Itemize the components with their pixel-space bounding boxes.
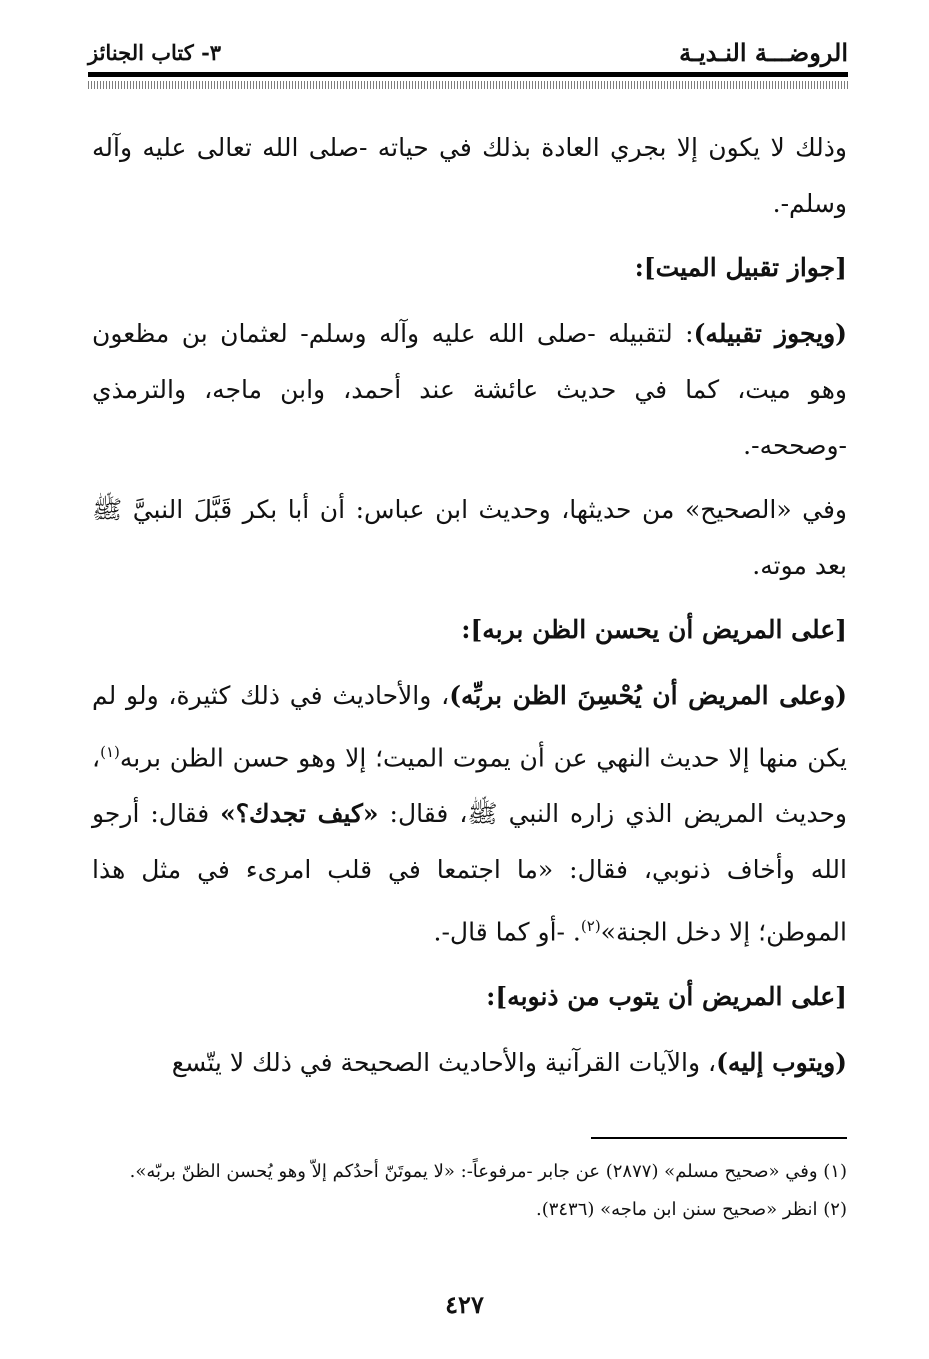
header-rule	[88, 72, 848, 77]
footnote-separator	[591, 1137, 847, 1139]
footnote-ref-1: (١)	[100, 743, 120, 761]
header-hatched-rule	[88, 81, 848, 89]
paragraph-3: وفي «الصحيح» من حديثها، وحديث ابن عباس: أن أبا بكر قَبَّلَ النبيَّ ﷺ بعد موته.	[92, 495, 847, 580]
paragraph-4-part-a: ، والأحاديث في ذلك كثيرة، ولو لم يكن منها إلا حديث النهي عن أن يموت الميت؛ إلا وهو حسن الظن بربه	[92, 681, 847, 773]
paragraph-2-lead: (ويجوز تقبيله)	[693, 319, 847, 348]
main-text	[92, 120, 847, 1099]
chapter-title: ٣- كتاب الجنائز	[88, 40, 222, 65]
running-header	[88, 38, 848, 72]
section-heading-kissing-deceased: [جواز تقبيل الميت]:	[634, 253, 847, 282]
paragraph-4-quote: «كيف تجدك؟»	[220, 799, 379, 829]
paragraph-5-lead: (ويتوب إليه)	[716, 1047, 847, 1077]
page-number: ٤٢٧	[445, 1290, 484, 1319]
paragraph-4-part-d: . -أو كما قال-.	[433, 917, 581, 947]
footnote-1: (١) وفي «صحيح مسلم» (٢٨٧٧) عن جابر -مرفوعاً-: «لا يموتَنّ أحدُكم إلاّ وهو يُحسن الظنّ بربّه».	[129, 1161, 847, 1182]
footnotes	[92, 1153, 847, 1229]
paragraph-5-body: ، والآيات القرآنية والأحاديث الصحيحة في ذلك لا يتّسع	[171, 1047, 717, 1077]
section-heading-good-opinion: [على المريض أن يحسن الظن بربه]:	[461, 615, 847, 644]
paragraph-4	[92, 668, 847, 961]
paragraph-5	[92, 1035, 847, 1091]
book-title: الروضـــة النـديـة	[679, 38, 848, 67]
paragraph-1: وذلك لا يكون إلا بجري العادة بذلك في حياته -صلى الله تعالى عليه وآله وسلم-.	[92, 133, 847, 218]
paragraph-4-part-c: فقال: أرجو الله وأخاف ذنوبي، فقال: «ما اجتمعا في قلب امرىء في مثل هذا الموطن؛ إلا دخل الجنة»	[92, 799, 847, 947]
paragraph-2-body: : لتقبيله -صلى الله عليه وآله وسلم- لعثمان بن مظعون وهو ميت، كما في حديث عائشة عند أحمد، وابن ماجه، والترمذي -وصححه-.	[92, 319, 847, 460]
footnote-2: (٢) انظر «صحيح سنن ابن ماجه» (٣٤٣٦).	[535, 1199, 847, 1220]
paragraph-4-part-b: ، وحديث المريض الذي زاره النبي ﷺ، فقال:	[92, 743, 847, 829]
footnote-ref-2: (٢)	[580, 917, 601, 936]
section-heading-repentance: [على المريض أن يتوب من ذنوبه]:	[486, 981, 847, 1011]
paragraph-4-lead: (وعلى المريض أن يُحْسِنَ الظن بربِّه)	[449, 681, 848, 710]
paragraph-2	[92, 306, 847, 474]
